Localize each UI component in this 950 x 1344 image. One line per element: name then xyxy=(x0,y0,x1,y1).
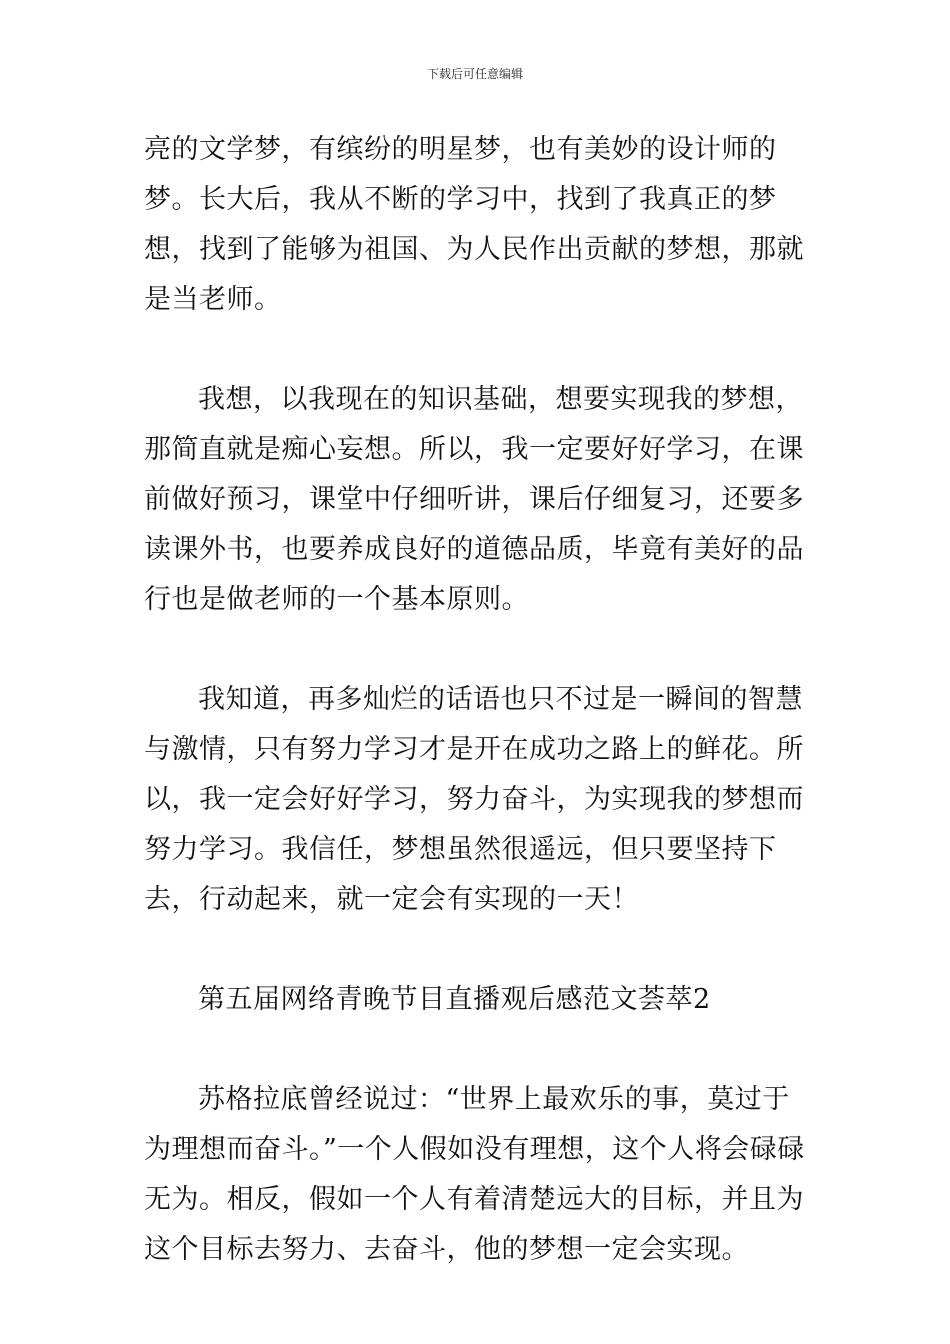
paragraph-gap xyxy=(144,1025,808,1075)
section-heading: 第五届网络青晚节目直播观后感范文荟萃2 xyxy=(198,984,711,1015)
paragraph-gap xyxy=(144,625,808,675)
paragraph-study-plan: 我想，以我现在的知识基础，想要实现我的梦想，那简直就是痴心妄想。所以，我一定要好好学习，在课前做好预习，课堂中仔细听讲，课后仔细复习，还要多读课外书，也要养成良好的道德品质，毕竟有美好的品行也是做老师的一个基本原则。 xyxy=(144,384,804,615)
paragraph-continuation: 亮的文学梦，有缤纷的明星梦，也有美妙的设计师的梦。长大后，我从不断的学习中，找到了我真正的梦想，找到了能够为祖国、为人民作出贡献的梦想，那就是当老师。 xyxy=(144,134,804,315)
document-body xyxy=(144,125,808,1275)
page-header-note: 下载后可任意编辑 xyxy=(426,67,523,81)
paragraph-socrates-quote: 苏格拉底曾经说过：“世界上最欢乐的事，莫过于为理想而奋斗。”一个人假如没有理想，这个人将会碌碌无为。相反，假如一个人有着清楚远大的目标，并且为这个目标去努力、去奋斗，他的梦想一定会实现。 xyxy=(144,1084,805,1265)
paragraph-gap xyxy=(144,325,808,375)
paragraph-effort: 我知道，再多灿烂的话语也只不过是一瞬间的智慧与激情，只有努力学习才是开在成功之路上的鲜花。所以，我一定会好好学习，努力奋斗，为实现我的梦想而努力学习。我信任，梦想虽然很遥远，但只要坚持下去，行动起来，就一定会有实现的一天！ xyxy=(144,684,804,915)
paragraph-gap xyxy=(144,925,808,975)
